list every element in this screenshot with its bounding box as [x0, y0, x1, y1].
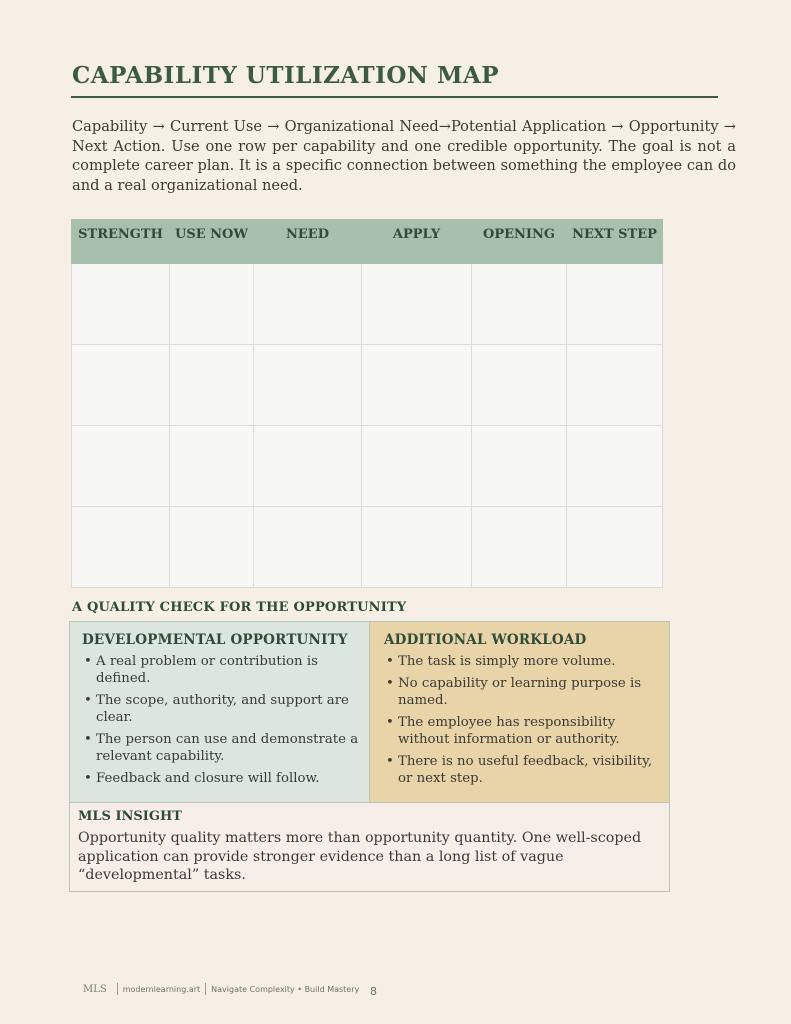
developmental-title: DEVELOPMENTAL OPPORTUNITY — [82, 632, 348, 648]
workload-title: ADDITIONAL WORKLOAD — [384, 632, 587, 648]
page-footer — [83, 983, 359, 995]
table-cell[interactable] — [170, 426, 254, 507]
footer-divider — [205, 983, 206, 995]
table-cell[interactable] — [170, 345, 254, 426]
table-cell[interactable] — [170, 264, 254, 345]
intro-paragraph: Capability → Current Use → Organizational Need→Potential Application → Opportunity → Next Action. Use one row per capability and one credible opportunity. The goal is not a complete career plan. It is a specific connection between something the employee can do and a real organizational need. — [72, 118, 736, 194]
table-cell[interactable] — [362, 507, 472, 588]
developmental-opportunity-panel — [70, 622, 370, 802]
list-item: • No capability or learning purpose is named. — [384, 675, 659, 709]
table-cell[interactable] — [72, 507, 170, 588]
table-cell[interactable] — [254, 264, 362, 345]
table-row — [72, 507, 663, 588]
table-row — [72, 345, 663, 426]
table-cell[interactable] — [362, 345, 472, 426]
header-next-step: NEXT STEP — [567, 220, 663, 264]
additional-workload-panel — [370, 622, 669, 802]
capability-map-table — [71, 219, 663, 588]
list-item: • Feedback and closure will follow. — [82, 770, 359, 787]
insight-title: MLS INSIGHT — [78, 809, 182, 824]
list-item: • The scope, authority, and support are clear. — [82, 692, 359, 726]
footer-tagline: Navigate Complexity • Build Mastery — [211, 984, 360, 994]
table-cell[interactable] — [472, 264, 567, 345]
mls-insight-panel — [70, 802, 669, 891]
title-divider — [71, 96, 718, 98]
mls-logo: MLS — [83, 983, 107, 995]
table-row — [72, 426, 663, 507]
table-cell[interactable] — [72, 264, 170, 345]
table-cell[interactable] — [472, 426, 567, 507]
table-cell[interactable] — [254, 345, 362, 426]
table-header-row — [72, 220, 663, 264]
table-row — [72, 264, 663, 345]
list-item: • There is no useful feedback, visibility, or next step. — [384, 753, 659, 787]
table-cell[interactable] — [170, 507, 254, 588]
table-cell[interactable] — [362, 426, 472, 507]
table-cell[interactable] — [362, 264, 472, 345]
header-use-now: USE NOW — [170, 220, 254, 264]
table-cell[interactable] — [472, 507, 567, 588]
table-cell[interactable] — [567, 426, 663, 507]
page-number: 8 — [370, 985, 377, 998]
header-opening: OPENING — [472, 220, 567, 264]
list-item: • The task is simply more volume. — [384, 653, 659, 670]
header-apply: APPLY — [362, 220, 472, 264]
footer-divider — [117, 983, 118, 995]
table-cell[interactable] — [567, 507, 663, 588]
table-cell[interactable] — [72, 426, 170, 507]
table-cell[interactable] — [254, 426, 362, 507]
workload-list — [384, 653, 659, 787]
table-cell[interactable] — [472, 345, 567, 426]
table-cell[interactable] — [72, 345, 170, 426]
header-need: NEED — [254, 220, 362, 264]
list-item: • The person can use and demonstrate a relevant capability. — [82, 731, 359, 765]
table-cell[interactable] — [567, 264, 663, 345]
header-strength: STRENGTH — [72, 220, 170, 264]
quality-check-box — [69, 621, 670, 892]
insight-text: Opportunity quality matters more than opportunity quantity. One well-scoped application can provide stronger evidence than a long list of vague “developmental” tasks. — [78, 830, 642, 883]
footer-site: modernlearning.art — [122, 984, 201, 994]
table-cell[interactable] — [254, 507, 362, 588]
page-title: CAPABILITY UTILIZATION MAP — [72, 62, 500, 89]
quality-check-heading: A QUALITY CHECK FOR THE OPPORTUNITY — [72, 600, 407, 615]
list-item: • The employee has responsibility without information or authority. — [384, 714, 659, 748]
developmental-list — [82, 653, 359, 787]
list-item: • A real problem or contribution is defined. — [82, 653, 359, 687]
table-cell[interactable] — [567, 345, 663, 426]
